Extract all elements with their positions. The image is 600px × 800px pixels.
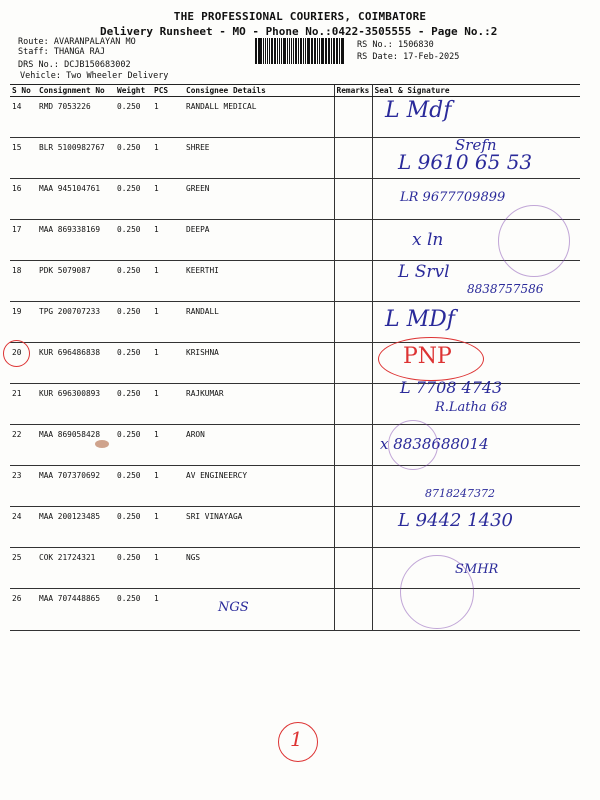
cell-weight: 0.250 <box>115 220 152 261</box>
barcode-bar <box>289 38 291 64</box>
table-row <box>10 466 580 507</box>
barcode-bar <box>325 38 326 64</box>
cell-consignee: AV ENGINEERCY <box>184 466 334 507</box>
col-remarks: Remarks <box>334 85 372 97</box>
barcode-bar <box>263 38 264 64</box>
barcode-bar <box>258 38 259 64</box>
barcode-bar <box>314 38 316 64</box>
cell-consignment-no: KUR 696300893 <box>37 384 115 425</box>
cell-pcs: 1 <box>152 425 184 466</box>
cell-sno: 25 <box>10 548 37 589</box>
cell-weight: 0.250 <box>115 384 152 425</box>
barcode-bar <box>295 38 297 64</box>
cell-remarks <box>334 425 372 466</box>
cell-weight: 0.250 <box>115 261 152 302</box>
cell-weight: 0.250 <box>115 466 152 507</box>
barcode-bar <box>279 38 280 64</box>
col-consignment: Consignment No <box>37 85 115 97</box>
cell-signature <box>372 466 580 507</box>
cell-weight: 0.250 <box>115 425 152 466</box>
barcode-bar <box>336 38 338 64</box>
barcode-bar <box>265 38 266 64</box>
cell-remarks <box>334 302 372 343</box>
cell-consignee: GREEN <box>184 179 334 220</box>
barcode-bar <box>271 38 273 64</box>
cell-sno: 18 <box>10 261 37 302</box>
cell-consignment-no: KUR 696486838 <box>37 343 115 384</box>
cell-pcs: 1 <box>152 220 184 261</box>
stain-mark <box>95 440 109 448</box>
rs-no-line: RS No.: 1506830 <box>357 40 434 50</box>
rs-date-value: 17-Feb-2025 <box>403 52 460 62</box>
cell-consignee: RANDALL MEDICAL <box>184 97 334 138</box>
signature-r23: 8718247372 <box>425 487 495 500</box>
cell-sno: 19 <box>10 302 37 343</box>
table-row <box>10 97 580 138</box>
signature-r16: LR 9677709899 <box>400 190 506 205</box>
signature-r15-name: Srefn <box>455 136 497 154</box>
drs-value: DCJB150683002 <box>64 60 131 70</box>
barcode-bar <box>341 38 342 64</box>
barcode-bar <box>291 38 292 64</box>
barcode-bar <box>274 38 276 64</box>
col-consignee: Consignee Details <box>184 85 334 97</box>
signature-r18: L Srvl <box>398 262 450 282</box>
barcode-bar <box>333 38 335 64</box>
signature-r14: L Mdf <box>385 98 452 123</box>
rs-date-line: RS Date: 17-Feb-2025 <box>357 52 460 62</box>
cell-pcs: 1 <box>152 466 184 507</box>
cell-consignee <box>184 589 334 631</box>
cell-weight: 0.250 <box>115 179 152 220</box>
barcode-bar <box>311 38 312 64</box>
staff-line: Staff: THANGA RAJ <box>18 47 106 57</box>
cell-consignment-no: BLR 5100982767 <box>37 138 115 179</box>
cell-remarks <box>334 261 372 302</box>
cell-weight: 0.250 <box>115 343 152 384</box>
barcode-bar <box>331 38 332 64</box>
cell-weight: 0.250 <box>115 548 152 589</box>
col-pcs: PCS <box>152 85 184 97</box>
barcode-bar <box>298 38 299 64</box>
cell-remarks <box>334 466 372 507</box>
runsheet-subtitle: Delivery Runsheet - MO - Phone No.:0422-3505555 - Page No.:2 <box>100 25 498 38</box>
barcode-bar <box>305 38 306 64</box>
row-20-red-circle <box>3 340 30 367</box>
cell-consignment-no: COK 21724321 <box>37 548 115 589</box>
cell-sno: 15 <box>10 138 37 179</box>
cell-consignee: NGS <box>184 548 334 589</box>
signature-r24: L 9442 1430 <box>398 510 514 531</box>
cell-sno: 23 <box>10 466 37 507</box>
cell-sno: 14 <box>10 97 37 138</box>
company-stamp-1 <box>498 205 570 277</box>
cell-sno: 16 <box>10 179 37 220</box>
cell-consignment-no: TPG 200707233 <box>37 302 115 343</box>
cell-consignment-no: MAA 869338169 <box>37 220 115 261</box>
barcode-bar <box>300 38 302 64</box>
cell-consignment-no: MAA 200123485 <box>37 507 115 548</box>
cell-remarks <box>334 343 372 384</box>
vehicle-value: Two Wheeler Delivery <box>66 71 169 81</box>
signature-r17: x ln <box>412 230 444 250</box>
barcode-bar <box>267 38 269 64</box>
cell-remarks <box>334 507 372 548</box>
remark-r20: PNP <box>403 344 452 369</box>
cell-consignment-no: MAA 869058428 <box>37 425 115 466</box>
cell-pcs: 1 <box>152 343 184 384</box>
remark-r26-ngs: NGS <box>218 600 249 615</box>
signature-r19: L MDf <box>385 307 455 332</box>
barcode-bar <box>307 38 309 64</box>
barcode <box>255 38 345 64</box>
signature-r15-phone: L 9610 65 53 <box>398 150 533 174</box>
signature-r25: SMHR <box>455 562 499 577</box>
cell-remarks <box>334 138 372 179</box>
cell-pcs: 1 <box>152 589 184 631</box>
cell-consignee: DEEPA <box>184 220 334 261</box>
cell-weight: 0.250 <box>115 97 152 138</box>
barcode-bar <box>319 38 321 64</box>
cell-remarks <box>334 179 372 220</box>
page-number-mark: 1 <box>290 727 303 751</box>
drs-line: DRS No.: DCJB150683002 <box>18 60 131 70</box>
cell-consignment-no: RMD 7053226 <box>37 97 115 138</box>
barcode-bar <box>321 38 323 64</box>
barcode-bar <box>255 38 257 64</box>
barcode-bar <box>269 38 270 64</box>
signature-r18-phone: 8838757586 <box>467 282 544 296</box>
cell-remarks <box>334 384 372 425</box>
vehicle-line: Vehicle: Two Wheeler Delivery <box>20 71 169 81</box>
cell-consignment-no: MAA 707370692 <box>37 466 115 507</box>
barcode-bar <box>326 38 327 64</box>
cell-sno: 21 <box>10 384 37 425</box>
cell-pcs: 1 <box>152 507 184 548</box>
cell-pcs: 1 <box>152 97 184 138</box>
cell-consignee: RANDALL <box>184 302 334 343</box>
cell-remarks <box>334 97 372 138</box>
cell-consignment-no: MAA 707448865 <box>37 589 115 631</box>
barcode-bar <box>281 38 283 64</box>
table-row <box>10 589 580 631</box>
cell-pcs: 1 <box>152 138 184 179</box>
barcode-bar <box>317 38 318 64</box>
barcode-bar <box>312 38 313 64</box>
cell-weight: 0.250 <box>115 302 152 343</box>
cell-consignee: ARON <box>184 425 334 466</box>
rs-no-value: 1506830 <box>397 40 434 50</box>
cell-sno: 20 <box>10 343 37 384</box>
table-row <box>10 220 580 261</box>
barcode-bar <box>259 38 261 64</box>
route-line: Route: AVARANPALAYAN MO <box>18 37 136 47</box>
company-stamp-3 <box>400 555 474 629</box>
col-sno: S No <box>10 85 37 97</box>
cell-pcs: 1 <box>152 261 184 302</box>
barcode-bar <box>277 38 278 64</box>
route-value: AVARANPALAYAN MO <box>53 37 136 47</box>
barcode-bar <box>293 38 294 64</box>
cell-weight: 0.250 <box>115 138 152 179</box>
col-weight: Weight <box>115 85 152 97</box>
cell-consignment-no: PDK 5079087 <box>37 261 115 302</box>
cell-sno: 24 <box>10 507 37 548</box>
company-stamp-2 <box>388 420 438 470</box>
signature-r22: x 8838688014 <box>380 435 489 453</box>
document-title: THE PROFESSIONAL COURIERS, COIMBATORE <box>173 10 427 23</box>
cell-consignee: KEERTHI <box>184 261 334 302</box>
cell-pcs: 1 <box>152 384 184 425</box>
cell-weight: 0.250 <box>115 589 152 631</box>
cell-consignee: SHREE <box>184 138 334 179</box>
cell-consignee: SRI VINAYAGA <box>184 507 334 548</box>
cell-sno: 22 <box>10 425 37 466</box>
table-row <box>10 302 580 343</box>
table-header-row <box>10 85 580 97</box>
cell-weight: 0.250 <box>115 507 152 548</box>
cell-remarks <box>334 589 372 631</box>
barcode-bar <box>328 38 330 64</box>
col-signature: Seal & Signature <box>372 85 580 97</box>
barcode-bar <box>287 38 288 64</box>
cell-consignee: KRISHNA <box>184 343 334 384</box>
cell-consignee: RAJKUMAR <box>184 384 334 425</box>
cell-remarks <box>334 548 372 589</box>
barcode-bar <box>339 38 340 64</box>
cell-consignment-no: MAA 945104761 <box>37 179 115 220</box>
cell-pcs: 1 <box>152 302 184 343</box>
cell-remarks <box>334 220 372 261</box>
cell-pcs: 1 <box>152 179 184 220</box>
signature-r21-phone: L 7708 4743 <box>400 378 503 397</box>
barcode-bar <box>342 38 344 64</box>
cell-pcs: 1 <box>152 548 184 589</box>
cell-sno: 26 <box>10 589 37 631</box>
cell-sno: 17 <box>10 220 37 261</box>
signature-r21-name: R.Latha 68 <box>435 400 508 415</box>
barcode-bar <box>303 38 305 64</box>
staff-value: THANGA RAJ <box>53 47 106 57</box>
barcode-bar <box>283 38 285 64</box>
